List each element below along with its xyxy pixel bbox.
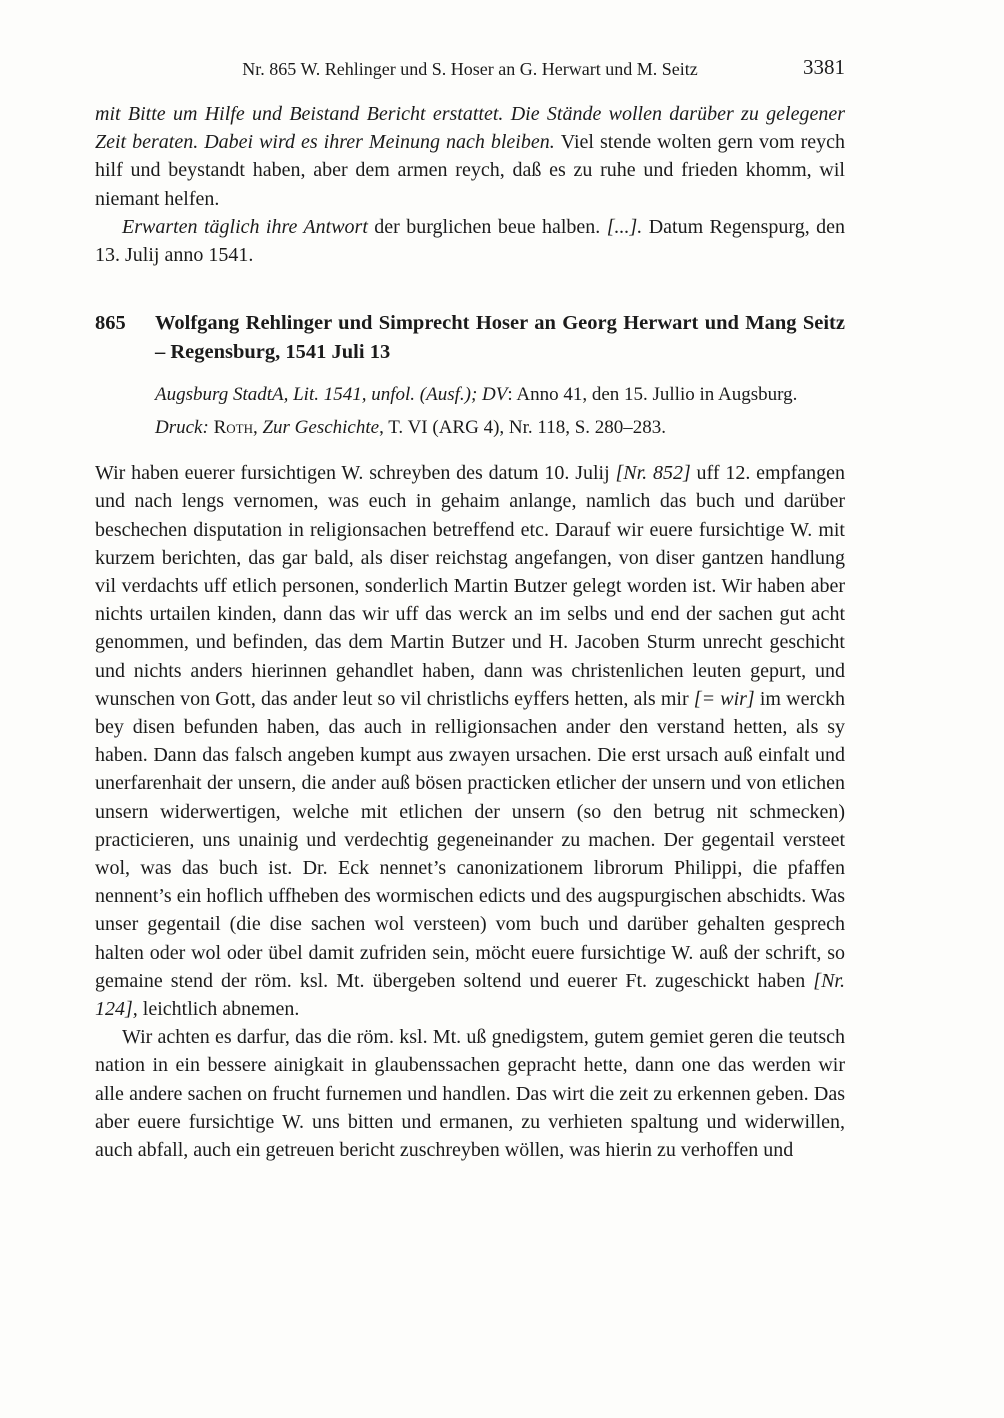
page-header bbox=[95, 56, 845, 82]
paragraph-continuation: mit Bitte um Hilfe und Beistand Bericht erstattet. Die Stände wollen darüber zu gelegener Zeit beraten. Dabei wird es ihrer Meinung nach bleiben. Viel stende wolten gern vom reych hilf und beystandt haben, aber dem armen reych, daß es zu ruhe und frieden khomm, wil niemant helfen. bbox=[95, 103, 845, 210]
previous-letter-end bbox=[95, 100, 845, 269]
letter-heading bbox=[95, 309, 845, 367]
letter-number: 865 bbox=[95, 312, 126, 335]
paragraph-dateline: Erwarten täglich ihre Antwort der burglichen beue halben. [...]. Datum Regenspurg, den 13. Julij anno 1541. bbox=[95, 215, 845, 267]
letter-title: Wolfgang Rehlinger und Simprecht Hoser an Georg Herwart und Mang Seitz – Regensburg, 1541 Juli 13 bbox=[155, 312, 845, 364]
archive-reference: Augsburg StadtA, Lit. 1541, unfol. (Ausf.); DV: Anno 41, den 15. Jullio in Augsburg. bbox=[155, 384, 798, 406]
print-reference: Druck: Roth, Zur Geschichte, T. VI (ARG 4), Nr. 118, S. 280–283. bbox=[155, 417, 667, 439]
letter-865 bbox=[95, 309, 845, 1164]
running-title: Nr. 865 W. Rehlinger und S. Hoser an G. Herwart und M. Seitz bbox=[242, 59, 698, 79]
letter-body-paragraph-2: Wir achten es darfur, das die röm. ksl. Mt. uß gnedigstem, gutem gemiet geren die teutsch nation in ein bessere ainigkait in glaubenssachen gepracht hette, dann one das werden wir alle andere sachen on frucht furnemen und handlen. Das wirt die zeit zu erkennen geben. Das aber euere fursichtige W. uns bitten und ermanen, zu verhieten spaltung und widerwillen, auch abfall, auch ein getreuen bericht zuschreyben wöllen, was hierin zu verhoffen und bbox=[95, 1026, 845, 1162]
letter-body-paragraph-1: Wir haben euerer fursichtigen W. schreyben des datum 10. Julij [Nr. 852] uff 12. empfangen und nach lengs vernomen, was euch in gehaim anlange, namlich das buch und darüber beschechen disputation in religionsachen betreffend etc. Darauf wir euere fursichtige W. mit kurzem berichten, das gar bald, als diser reichstag angefangen, von diser gantzen handlung vil verdachts uff etlich personen, sonderlich Martin Butzer gelegt worden ist. Wir haben aber nichts urtailen kinden, dann das wir uff das werck an im selbs und end der sachen gut acht genommen, und befinden, das dem Martin Butzer und H. Jacoben Sturm unrecht geschicht und nichts anders hierinnen gehandlet haben, dann was christenlichen leuten gepurt, und wunschen von Gott, das ander leut so vil christlichs eyffers hetten, als mir [= wir] im werckh bey disen befunden haben, das auch in relligionsachen ander den verstand hetten, als sy haben. Dann das falsch angeben kumpt aus zwayen ursachen. Die erst ursach auß einfalt und unerfarenhait der unsern, die ander auß bösen practicken etlicher der unsern und von etlichen unsern widerwertigen, welche mit etlichen der unsern (so den betrug nit schmecken) practicieren, uns unainig und verdechtig gegeneinander zu machen. Der gegentail versteet wol, was das buch ist. Dr. Eck nennet’s canonizationem librorum Philippi, die pfaffen nennent’s ein hoflich uffheben des wormischen edicts und des augspurgischen abschidts. Was unser gegentail (die dise sachen wol versteen) vom buch und darüber gehalten gesprech halten oder wol oder übel damit zufriden sein, möcht euere fursichtige W. auß der schrift, so gemaine stend der röm. ksl. Mt. übergeben soltend und euerer Ft. zugeschickt haben [Nr. 124], leichtlich abnemen. bbox=[95, 462, 845, 1021]
page-number: 3381 bbox=[803, 55, 845, 79]
